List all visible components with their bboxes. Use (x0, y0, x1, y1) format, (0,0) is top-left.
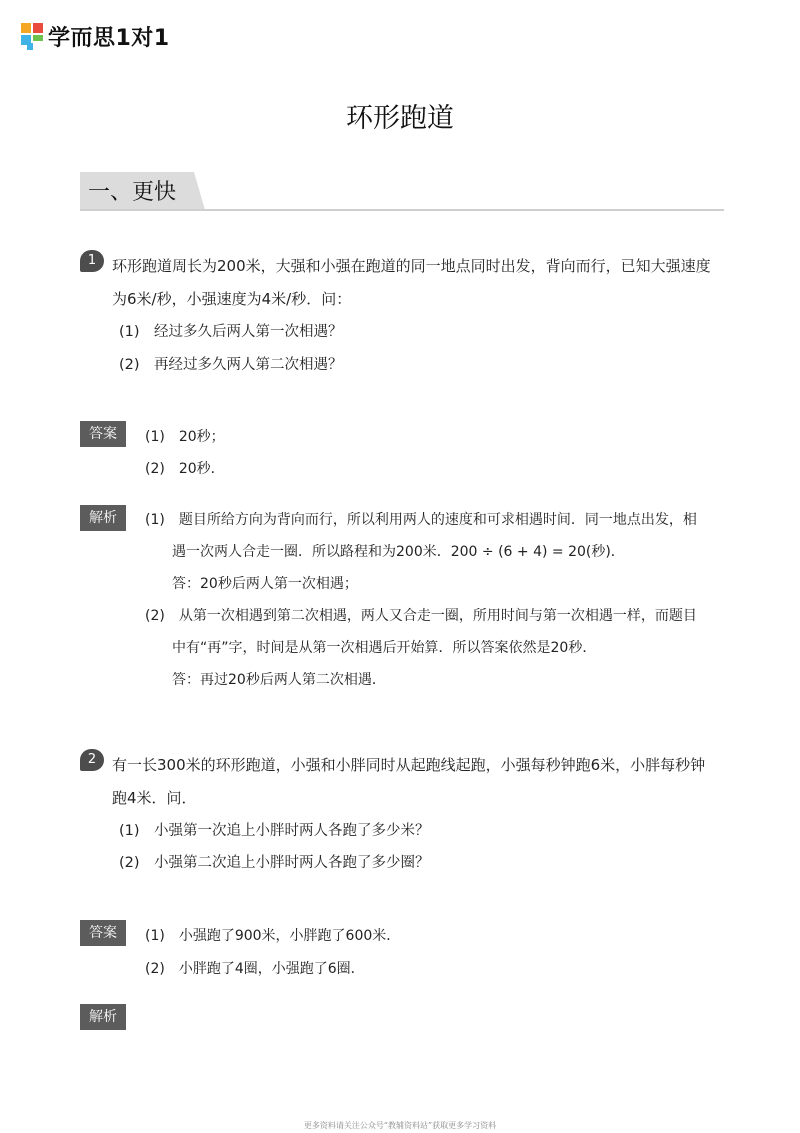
question-number-badge: 2 (80, 749, 104, 771)
analysis-line: (2) 从第一次相遇到第二次相遇，两人又合走一圈，所用时间与第一次相遇一样，而题目 (145, 608, 697, 624)
answer-label: 答案 (80, 421, 126, 447)
answer-line: (1) 20秒； (145, 429, 225, 445)
question-text-line: 跑4米．问． (112, 789, 197, 807)
question-text-line: 有一长300米的环形跑道，小强和小胖同时从起跑线起跑，小强每秒钟跑6米，小胖每秒钟 (112, 756, 706, 774)
page-title: 环形跑道 (346, 103, 454, 134)
sub-question: (1) 小强第一次追上小胖时两人各跑了多少米？ (119, 823, 430, 839)
analysis-line: (1) 题目所给方向为背向而行，所以利用两人的速度和可求相遇时间．同一地点出发，相 (145, 512, 697, 528)
analysis-label: 解析 (80, 505, 126, 531)
answer-line: (2) 小胖跑了4圈，小强跑了6圈． (145, 961, 365, 977)
brand-logo (20, 20, 170, 52)
footer-note: 更多资料请关注公众号“教辅资料站”获取更多学习资料 (303, 1121, 497, 1130)
section-header (80, 172, 724, 212)
question-text-line: 为6米/秒，小强速度为4米/秒．问： (112, 290, 352, 308)
question-number-badge: 1 (80, 250, 104, 272)
analysis-line: 答：20秒后两人第一次相遇； (172, 576, 358, 592)
section-divider (80, 209, 724, 211)
analysis-line: 遇一次两人合走一圈．所以路程和为200米．200 ÷ (6 + 4) = 20(秒)． (172, 544, 625, 560)
sub-question: (2) 再经过多久两人第二次相遇？ (119, 357, 343, 373)
question-text-line: 环形跑道周长为200米，大强和小强在跑道的同一地点同时出发，背向而行，已知大强速度 (112, 257, 711, 275)
answer-label: 答案 (80, 920, 126, 946)
section-title: 一、更快 (88, 180, 177, 205)
sub-question: (2) 小强第二次追上小胖时两人各跑了多少圈？ (119, 855, 430, 871)
answer-line: (2) 20秒． (145, 461, 225, 477)
brand-name: 学而思1对1 (48, 25, 170, 51)
sub-question: (1) 经过多久后两人第一次相遇？ (119, 324, 343, 340)
analysis-line: 答：再过20秒后两人第二次相遇． (172, 672, 386, 688)
brand-mark-icon (20, 21, 46, 51)
analysis-label: 解析 (80, 1004, 126, 1030)
answer-line: (1) 小强跑了900米，小胖跑了600米． (145, 928, 401, 944)
analysis-line: 中有“再”字，时间是从第一次相遇后开始算．所以答案依然是20秒． (172, 640, 597, 656)
